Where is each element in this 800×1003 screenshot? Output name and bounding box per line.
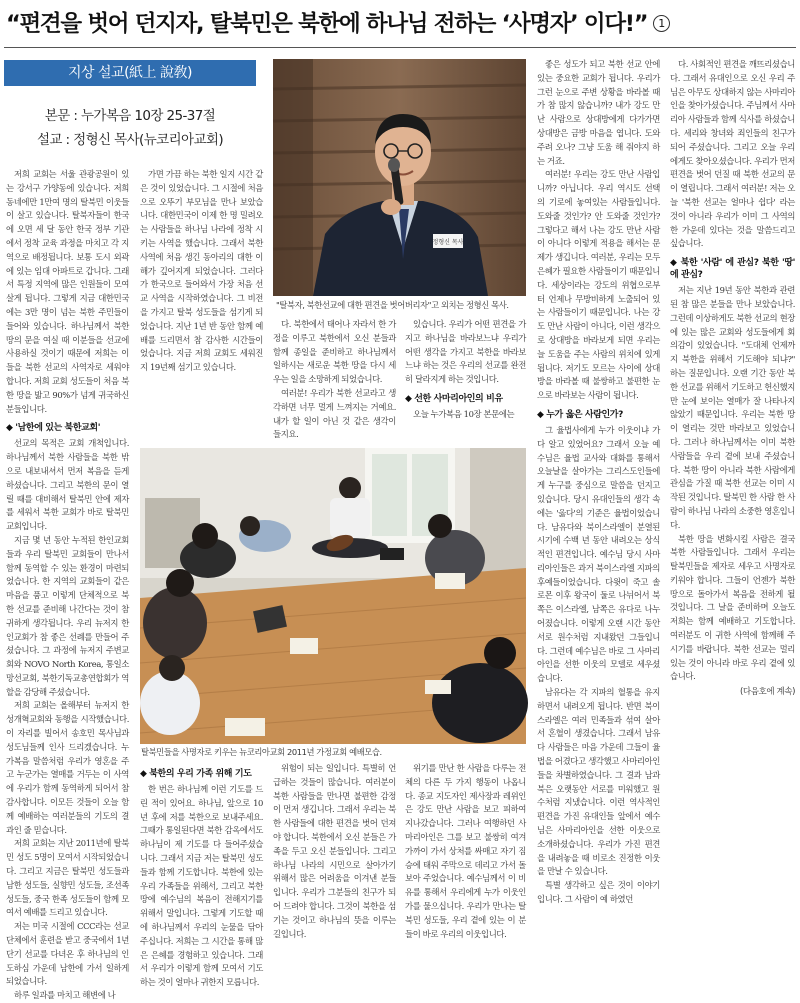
col1-para-4: 저희 교회는 올해부터 뉴저지 한성개혁교회와 동행을 시작했습니다. 이 자리를 빌어서 송호민 목사님과 성도님들께 인사 드리겠습니다. 누가복음 말씀처럼 우리가 영혼을 주고 누군가는 열매를 거두는 이 사역에 우리가 함께 동역하게 되어서 참 감사합니다. 이모든 것들이 오늘 함께 예배하는 여러분들의 기도의 결과인 줄 믿습니다. xyxy=(6,700,129,835)
column-2-bottom xyxy=(140,762,263,988)
col5-para-5: 특별 생각하고 싶은 것이 이야기입니다. 그 사람이 예 하였던 xyxy=(537,880,660,905)
col3-para-3: 위험이 되는 일입니다. 특별히 언급하는 것들이 많습니다. 여러분이 북한 사람들을 만나면 불편한 감정이 먼저 생깁니다. 그래서 우리는 북한 사람들에 대한 편견을 벗어 던져야 합니다. 북한에서 오신 분들은 가족을 두고 오신 분들입니다. 그리고 하나님 나라의 시민으로 살아가기 위해서 많은 어려움을 이겨낸 분들입니다. 우리가 그분들의 친구가 되어 드려야 합니다. 그것이 북한을 섬기는 것이고 하나님의 뜻을 이루는 길입니다. xyxy=(273,763,396,939)
preacher-credit: 설교 : 정형신 목사(뉴코리아교회) xyxy=(36,132,224,148)
col1-para-2: 선교의 목적은 교회 개척입니다. 하나님께서 북한 사람들을 북한 밖으로 내보내셔서 먼저 복음을 듣게 하셨습니다. 그리고 북한의 문이 열릴 때를 대비해서 탈북민 안에 제자를 세워서 북한 교회가 바로 탈북민 교회입니다. xyxy=(6,438,129,532)
col2-para-2: 한 번은 하나님께 이런 기도를 드린 적이 있어요. 하나님, 앞으로 10년 후에 저를 북한으로 보내주세요. 그때가 통일된다면 북한 감옥에서도 하나님이 제 기도를 다 들어주셨습니다. 그래서 지금 저는 탈북민 성도들과 함께 기도합니다. 북한에 있는 우리 가족들을 위해서, 그리고 북한 땅에 예수님의 복음이 전해지기를 위해서 말입니다. 그렇게 기도할 때에 하나님께서 우리의 눈물을 닦아 주십니다. 저희는 그 시간을 통해 많은 은혜를 경험하고 있습니다. 그래서 우리가 이렇게 함께 모여서 기도하는 것이 얼마나 귀한지 모릅니다. xyxy=(140,784,263,988)
col4-subhead-1: ◆ 선한 사마리아인의 비유 xyxy=(405,393,503,404)
headline-text: “편견을 벗어 던지자, 탈북민은 북한에 하나님 전하는 ‘사명자’ 이다!” xyxy=(6,11,648,37)
section-banner: 지상 설교(紙上 說敎) xyxy=(4,60,256,86)
col6-para-2: 저는 지난 19년 동안 북한과 관련된 참 많은 분들을 만나 보았습니다. 그런데 이상하게도 북한 선교의 현장에 있는 많은 교회와 성도들에게 회의감이 있었습니다. "도대체 언제까지 북한을 위해서 기도해야 되냐?" 하는 질문입니다. 오랜 기간 동안 북한 선교를 위해서 기도하고 헌신했지만 눈에 보이는 열매가 잘 나타나지 않았기 때문입니다. 우리는 북한 땅이 열리는 것만 바라보고 있었습니다. 그러나 하나님께서는 이미 북한 사람들을 우리 곁에 보내 주셨습니다. 북한 땅이 아니라 북한 사람에게 관심을 가질 때 북한 선교는 이미 시작된 것입니다. 탈북민 한 사람 한 사람이 하나님 나라의 소중한 영혼입니다. xyxy=(670,285,795,530)
article-headline xyxy=(6,4,796,46)
col5-subhead-1: ◆ 누가 옳은 사람인가? xyxy=(537,409,623,420)
column-3-top xyxy=(273,318,396,438)
col6-subhead-1: ◆ 북한 '사람' 에 관심? 북한 '땅' 에 관심? xyxy=(670,258,795,281)
col3-para-1: 다. 북한에서 태어나 자라서 한 가정을 이루고 북한에서 오신 분들과 함께 종일을 준비하고 하나님께서 일하시는 새로운 북한 땅을 다시 세우는 일을 소망하게 되었습니다. xyxy=(273,319,396,385)
col1-para-7: 하루 일과를 마치고 해변에 나 xyxy=(14,990,116,1001)
col5-para-3: 그 율법사에게 누가 이웃이냐 가 다 알고 있었어요? 그래서 오늘 예수님은 율법 교사와 대화를 통해서 오늘날을 살아가는 그리스도인들에게 누구를 중심으로 말씀을 던지고 있습니다. 당시 유대인들의 생각 속에는 '옳다'의 기준은 율법이었습니다. 남유다와 북이스라엘이 분열된 시기에 수백 년 동안 내려오는 상식적인 편견입니다. 예수님 당시 사마리아인들은 과거 북이스라엘 지파의 후예들이었습니다. 다윗이 죽고 솔로몬 이후 왕국이 둘로 나뉘어서 북쪽은 이스라엘, 남쪽은 유다로 나누어졌습니다. 이렇게 오랜 시간 동안 서로 원수처럼 지내왔던 그들입니다. 그런데 예수님은 바로 그 사마리아인을 선한 이웃의 모델로 세우셨습니다. xyxy=(537,424,660,684)
mid-photo-caption: 탈북민들을 사명자로 키우는 뉴코리아교회 2011년 가정교회 예배모습. xyxy=(141,747,382,757)
scripture-reference: 본문 : 누가복음 10장 25-37절 xyxy=(44,108,216,124)
col2-subhead-1: ◆ 북한의 우리 가족 위해 기도 xyxy=(140,769,252,779)
column-4-top xyxy=(405,318,526,438)
col1-subhead-1: ◆ '남한에 있는 북한교회' xyxy=(6,423,101,434)
column-5 xyxy=(537,58,660,958)
col1-para-5: 저희 교회는 지난 2011년에 탈북민 성도 5명이 모여서 시작되었습니다. 그리고 지금은 탈북민 성도들과 남한 성도들, 실향민 성도들, 조선족 성도들, 중국 한족 성도들이 함께 모여서 예배를 드리고 있습니다. xyxy=(6,838,129,918)
name-tag: 정형신 목사 xyxy=(432,239,464,246)
col3-para-2: 여러분! 우리가 북한 선교라고 생각하면 너무 멀게 느껴지는 거예요. 내가 할 일이 아닌 것 같은 생각이 들지요. xyxy=(273,387,396,440)
col5-para-2: 여러분! 우리는 강도 만난 사람입니까? 아닙니다. 우리 역시도 선택의 기로에 놓여있는 사람들입니다. 도와줄 것인가? 안 도와줄 것인가? 그렇다고 해서 나는 강도 만난 사람이 아니다 이렇게 적용을 해서는 문제가 생깁니다. 여러분, 우리는 모두 은혜가 필요한 사람들이기 때문입니다. 세상이라는 강도의 위협으로부터 언제나 무방비하게 노출되어 있는 사람들이기 때문입니다. 나는 강도 만난 사람이 아니다, 이런 생각으로 상대방을 바라보게 되면 우리는 늘 도움을 주는 사람의 위치에 있게 됩니다. 저기도 모르는 사이에 상대방을 바라볼 때 불쌍하고 불편한 눈으로 바라보는 사람이 됩니다. xyxy=(537,169,660,401)
column-6 xyxy=(670,58,795,958)
col5-para-1: 좋은 성도가 되고 북한 선교 안에 있는 중요한 교회가 됩니다. 우리가 그런 눈으로 주변 상황을 바라볼 때가 참 많지 않습니까? 내가 강도 만난 사람으로 상대방에게 다가가면 상대방은 금방 마음을 엽니다. 도와주려 오나? 그냥 도움 해 줘야지 하는 거죠. xyxy=(537,59,660,166)
headline-rule xyxy=(4,47,796,48)
preacher-photo xyxy=(273,59,526,296)
col6-para-1: 다. 사회적인 편견을 깨뜨리셨습니다. 그래서 유대인으로 오신 우리 주님은 아무도 상대하지 않는 사마리아인을 찾아가셨습니다. 주님께서 사마리아 사람들과 함께 식사를 하셨습니다. 세리와 창녀와 죄인들의 친구가 되어 주셨습니다. 그리고 오늘 우리에게도 찾아오셨습니다. 우리가 먼저 편견을 벗어 던질 때 북한 선교의 문이 열립니다. 그래서 여러분! 저는 오늘 '북한 선교는 얼마나 쉽다' 라는 것이 아니라 우리가 이미 그 사역의 한 가운데 있다는 것을 말씀드리고 싶습니다. xyxy=(670,59,795,249)
article-number-badge: 1 xyxy=(653,15,670,32)
column-4-bottom xyxy=(405,762,526,958)
col6-para-3: 북한 땅을 변화시킬 사람은 결국 북한 사람들입니다. 그래서 우리는 탈북민들을 제자로 세우고 사명자로 키워야 합니다. 그들이 언젠가 북한 땅으로 돌아가서 복음을 전하게 될 것입니다. 그 날을 준비하며 오늘도 저희는 함께 예배하고 기도합니다. 여러분도 이 귀한 사역에 함께해 주시기를 바랍니다. 북한 선교는 멀리 있는 것이 아니라 바로 우리 곁에 있습니다. xyxy=(670,533,795,682)
col4-para-3: 위기를 만난 한 사람을 다루는 전체의 다른 두 가지 행동이 나옵니다. 종교 지도자인 제사장과 레위인은 강도 만난 사람을 보고 피하여 지나갔습니다. 그러나 여행하던 사마리아인은 그를 보고 불쌍히 여겨 가까이 가서 상처를 싸매고 자기 짐승에 태워 주막으로 데리고 가서 돌보아 주었습니다. 예수님께서 이 비유를 통해서 우리에게 누가 이웃인가를 물으십니다. 우리가 만나는 탈북민 성도들, 우리 곁에 있는 이 분들이 바로 우리의 이웃입니다. xyxy=(405,763,526,939)
col4-para-2: 오늘 누가복음 10장 본문에는 xyxy=(413,408,515,419)
column-3-bottom xyxy=(273,762,396,958)
col1-para-3: 지금 몇 년 동안 누적된 한인교회들과 우리 탈북민 교회들이 만나서 함께 동역할 수 있는 환경이 마련되었습니다. 한 지역의 교회들이 같은 마음을 품고 이렇게 단체적으로 북한 선교를 준비해 나간다는 것이 참 귀하게 생각됩니다. 우리 뉴저지 한인교회가 참 좋은 선례를 만들어 주셨습니다. 그 과정에 뉴저지 주변교회와 NOVO North Korea, 통일소망선교회, 북한기독교총연합회가 역할을 감당해 주셨습니다. xyxy=(6,534,129,697)
column-1 xyxy=(6,168,129,1001)
column-2-top xyxy=(140,168,263,438)
col5-para-4: 남유다는 각 지파의 혈통을 유지하면서 내려오게 됩니다. 반면 북이스라엘은 여러 민족들과 섞여 살아서 혼혈이 생겼습니다. 그래서 남유다 사람들은 마음 가운데 그들이 율법을 어겼다고 생각했고 사마리아인들을 차별하였습니다. 그 결과 남과 북은 오랫동안 서로를 미워했고 원수처럼 지냈습니다. 이런 역사적인 편견을 가진 유대인들 앞에서 예수님은 사마리아인을 선한 이웃으로 소개하셨습니다. 우리가 가진 편견을 내려놓을 때 비로소 진정한 이웃을 만날 수 있습니다. xyxy=(537,687,660,877)
top-photo-caption: "탈북자, 북한선교에 대한 편견을 벗어버리자"고 외치는 정형신 목사. xyxy=(276,300,509,310)
col2-para-1: 가면 가끔 하는 북한 일지 시간 같은 것이 있었습니다. 그 시절에 처음으로 오뚜기 부모님을 만나 보았습니다. 대한민국이 이제 한 명 밀려오는 사람들을 하나님 나라에 정착 시키는 사역을 했습니다. 그래서 북한 사역에 처음 생긴 동아리의 대한 이해가 깊어지게 되었습니다. 그러다가 한국으로 들어와서 가장 처음 선교 사역을 시작하였습니다. 그 비전을 가지고 탈북 성도들을 섬기게 되었습니다. 지난 1년 반 동안 함께 예배를 드리면서 참 감사한 시간들이었습니다. 지금 저희 교회도 세워진 지 19년째 섬기고 있습니다. xyxy=(140,169,263,373)
col1-para-1: 저희 교회는 서울 관광공원이 있는 강서구 가양동에 있습니다. 저희 동네에만 1만여 명의 탈북민 이웃들이 살고 있습니다. 탈북자들이 한국에 오면 세 달 동안 한국 정부 기관에서 정착 교육 과정을 마치고 각 지역으로 배정됩니다. 보통 도시 외곽에 있는 임대 아파트로 갑니다. 그래서 특정 지역에 많은 인원들이 모여 살게 됩니다. 그렇게 지금 대한민국에는 3만 명이 넘는 북한 주민들이 들어와 있습니다. 하나님께서 북한 땅의 문을 여실 때 이분들을 선교에 사용하실 것이기 때문에 저희는 이들을 북한 선교의 사역자로 세워야 합니다. 저희 교회 성도들이 처음 북한 땅을 밟고 90%가 넘게 귀국하신 분들입니다. xyxy=(6,169,129,414)
col4-para-1: 있습니다. 우리가 어떤 편견을 가지고 하나님을 바라보느냐 우리가 어떤 생각을 가지고 북한을 바라보느냐 하는 것은 우리의 선교를 완전히 달라지게 하는 것입니다. xyxy=(405,319,526,385)
col1-para-6: 저는 미국 시절에 CCC라는 선교 단체에서 훈련을 받고 중국에서 1년 단기 선교를 다녀온 후 하나님의 인도하심 가운데 남한에 가서 일하게 되었습니다. xyxy=(6,921,129,987)
worship-photo xyxy=(140,448,526,744)
to-be-continued: (다음호에 계속) xyxy=(739,687,795,698)
